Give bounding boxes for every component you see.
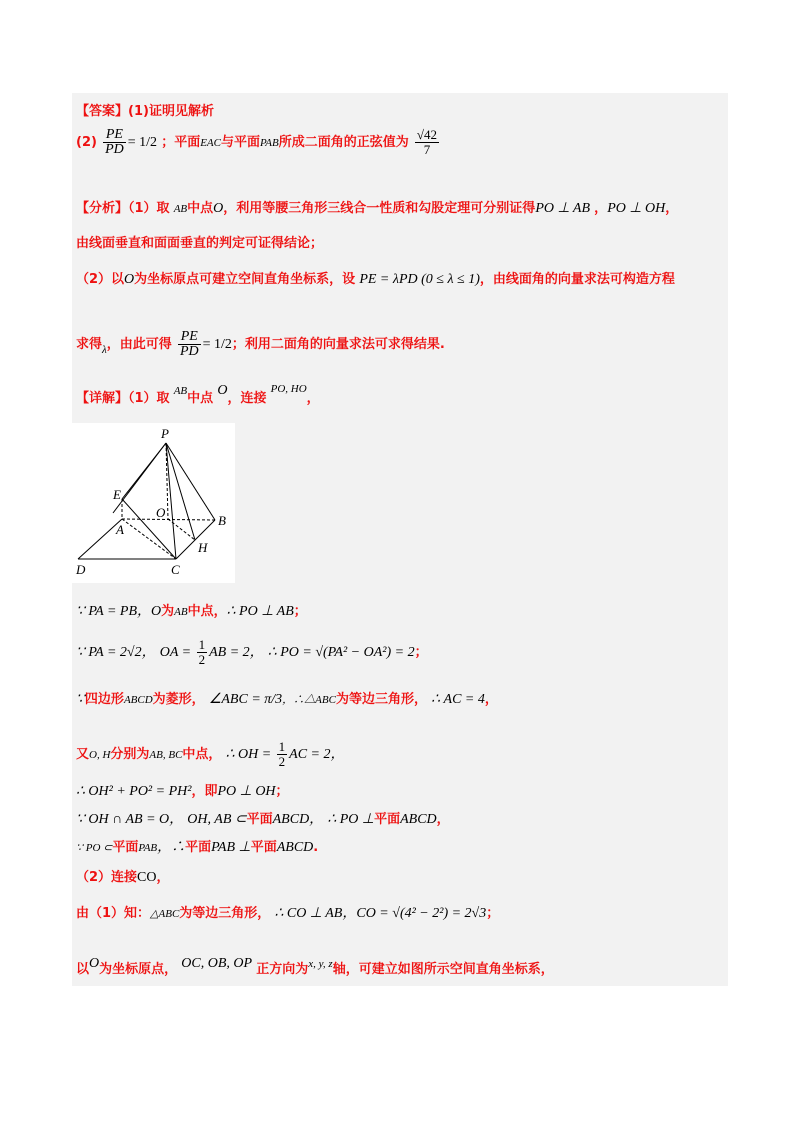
label-c: C: [171, 562, 180, 577]
answer-line-2: (2) $\frac{PE}{PD}$ = 1/2 ；平面EAC与平面PAB所成二面角的正弦值为 $\frac{√42}{7}$: [76, 127, 438, 157]
label-p: P: [161, 426, 169, 441]
proof-line-8: （2）连接CO，: [76, 870, 170, 885]
analysis-line-3: （2）以O为坐标原点可建立空间直角坐标系，设 PE = λPD (0 ≤ λ ≤ 1)，由线面角的向量求法可构造方程: [76, 272, 675, 287]
half-fraction-1: $\frac{1}{2}$: [198, 637, 206, 667]
equals-half: = 1/2: [127, 135, 158, 150]
analysis-label: 【分析】: [76, 201, 129, 216]
vector-equation: PE = λPD (0 ≤ λ ≤ 1): [359, 272, 480, 287]
detail-label: 【详解】: [76, 391, 129, 406]
label-a: A: [116, 522, 124, 537]
proof-line-1: ∵ PA = PB，O为AB中点，∴ PO ⊥ AB；: [76, 604, 307, 619]
proof-line-4: 又O, H分别为AB, BC中点， ∴ OH = $\frac{1}{2}$ AC = 2，: [76, 739, 345, 769]
analysis-line-4: 求得$_\lambda$，由此可得 $\frac{PE}{PD}$ = 1/2；利用二面角的向量求法可求得结果.: [76, 329, 445, 359]
proof-line-3: ∵四边形ABCD为菱形， ∠ABC = π/3，∴△ABC为等边三角形， ∴ AC = 4，: [76, 692, 498, 707]
answer-part1: (1)证明见解析: [128, 104, 214, 119]
proof-line-2: ∵ PA = 2√2， OA = $\frac{1}{2}$ AB = 2， ∴ PO = √(PA² − OA²) = 2；: [76, 637, 428, 667]
label-h: H: [198, 540, 208, 555]
proof-line-7: ∵ PO ⊂平面PAB，∴平面PAB ⊥平面ABCD.: [76, 840, 319, 855]
answer-line-1: [76, 100, 214, 119]
pyramid-figure: [72, 423, 235, 583]
half-fraction-2: $\frac{1}{2}$: [278, 739, 286, 769]
label-o: O: [156, 505, 166, 520]
answer-part2-prefix: (2): [76, 135, 97, 150]
proof-line-5: ∴ OH² + PO² = PH²，即PO ⊥ OH；: [76, 784, 289, 799]
sine-result-fraction: $\frac{√42}{7}$: [416, 127, 438, 157]
proof-line-6: ∵ OH ∩ AB = O， OH, AB ⊂平面ABCD， ∴ PO ⊥平面ABCD，: [76, 812, 450, 827]
analysis-line-2: 由线面垂直和面面垂直的判定可证得结论；: [76, 236, 324, 251]
detail-line-1: 【详解】（1）取 $^{AB}$中点 O，连接 $^{PO, HO}$，: [76, 383, 320, 406]
analysis-line-1: 【分析】（1）取 AB中点O，利用等腰三角形三线合一性质和勾股定理可分别证得PO ⊥ AB ，PO ⊥ OH，: [76, 201, 679, 216]
label-b: B: [218, 513, 226, 528]
pe-pd-fraction: $\frac{PE}{PD}$: [105, 127, 124, 157]
answer-label: 【答案】: [76, 104, 129, 119]
pe-pd-fraction-2: $\frac{PE}{PD}$: [179, 329, 199, 359]
label-d: D: [76, 562, 86, 577]
proof-line-9: 由（1）知：△ABC为等边三角形， ∴ CO ⊥ AB，CO = √(4² − 2²) = 2√3；: [76, 906, 500, 921]
label-e: E: [113, 487, 121, 502]
pyramid-diagram: [72, 423, 235, 583]
proof-line-10: 以O为坐标原点， OC, OB, OP 正方向为$^{x, y, z}$轴，可建立如图所示空间直角坐标系，: [76, 956, 554, 977]
